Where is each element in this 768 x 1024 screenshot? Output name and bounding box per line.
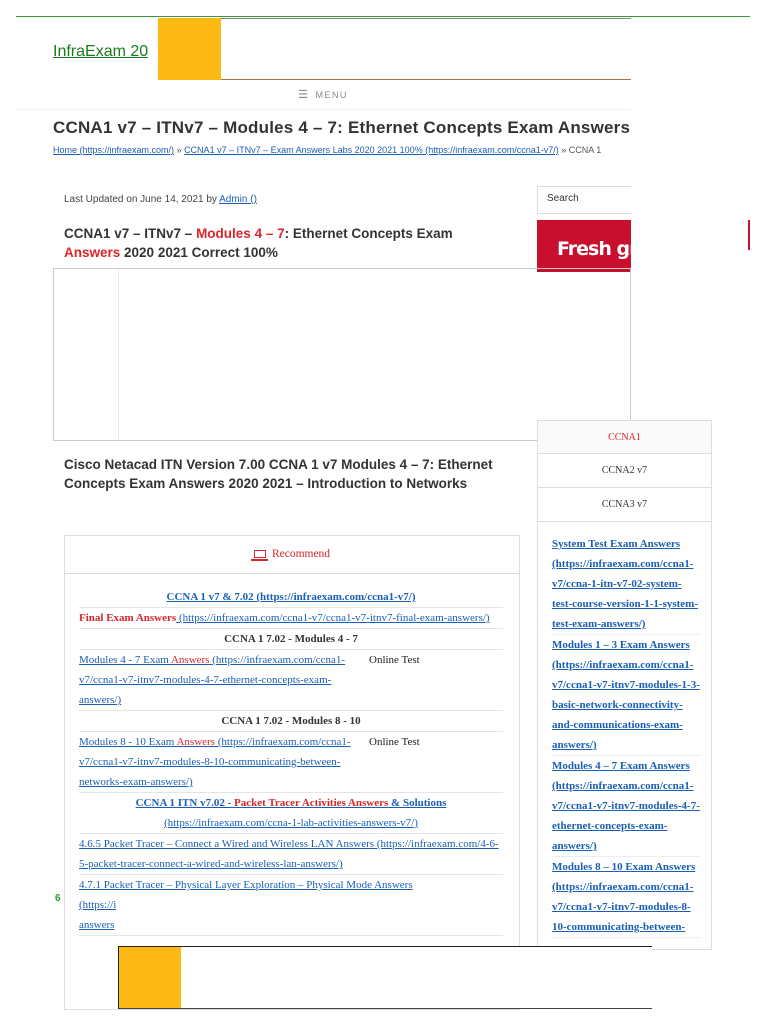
breadcrumb-home-link[interactable]: Home (https://infraexam.com/): [53, 145, 175, 155]
breadcrumb-parent-link[interactable]: CCNA1 v7 – ITNv7 – Exam Answers Labs 2020 2021 100% (https://infraexam.com/ccna1-v7/): [184, 145, 559, 155]
side-ad-edge: [748, 220, 750, 250]
sidebar-link[interactable]: Modules 4 – 7 Exam Answers (https://infraexam.com/ccna1-v7/ccna1-v7-itnv7-modules-4-7-ethernet-concepts-exam-answers/): [552, 756, 701, 857]
last-updated: [64, 194, 257, 205]
recommend-header: [65, 536, 519, 574]
table-row: [79, 587, 503, 608]
side-number: 6: [55, 893, 61, 904]
tab-ccna2[interactable]: CCNA2 v7: [537, 454, 712, 488]
packet-tracer-4-6-5-link[interactable]: 4.6.5 Packet Tracer – Connect a Wired and Wireless LAN Answers (https://infraexam.com/4-6-5-packet-tracer-connect-a-wired-and-wireless-lan-answers/): [79, 838, 499, 870]
table-section-header: CCNA 1 7.02 - Modules 8 - 10: [79, 711, 503, 732]
top-ad-frame[interactable]: [158, 18, 631, 80]
ccna1-v7-link[interactable]: CCNA 1 v7 & 7.02 (https://infraexam.com/ccna1-v7/): [166, 591, 416, 603]
table-row: [79, 834, 503, 875]
table-row: [79, 875, 503, 936]
search-input[interactable]: Search: [537, 186, 631, 214]
recommend-table: [79, 587, 503, 936]
table-row: [79, 732, 503, 793]
top-border-line: [16, 16, 750, 17]
breadcrumb-separator: »: [174, 145, 185, 155]
final-exam-label[interactable]: Final Exam Answers: [79, 612, 177, 624]
page-title: CCNA1 v7 – ITNv7 – Modules 4 – 7: Ethernet Concepts Exam Answers: [53, 118, 631, 137]
bottom-ad-frame[interactable]: [118, 946, 652, 1009]
site-title-link[interactable]: InfraExam 20: [53, 43, 149, 60]
table-row: [79, 650, 503, 711]
hamburger-icon: ☰: [298, 89, 310, 101]
breadcrumb-separator: »: [558, 145, 569, 155]
packet-tracer-4-7-1-link[interactable]: 4.7.1 Packet Tracer – Physical Layer Exploration – Physical Mode Answers: [79, 879, 413, 891]
heading-text: CCNA1 v7 – ITNv7 –: [64, 226, 197, 241]
table-row: [79, 793, 503, 834]
table-row: [79, 608, 503, 629]
breadcrumb: [53, 145, 631, 155]
modules-4-7-link[interactable]: Modules 4 - 7 Exam Answers (https://infraexam.com/ccna1-v7/ccna1-v7-itnv7-modules-4-7-ethernet-concepts-exam-answers/): [79, 654, 346, 706]
menu-label: MENU: [315, 90, 348, 100]
article-heading: [64, 224, 504, 262]
heading-highlight: Answers: [64, 245, 121, 260]
tab-ccna1[interactable]: CCNA1: [537, 420, 712, 454]
sidebar-link[interactable]: Modules 1 – 3 Exam Answers (https://infraexam.com/ccna1-v7/ccna1-v7-itnv7-modules-1-3-basic-network-connectivity-and-communications-exam-answers/): [552, 635, 701, 756]
sidebar-link[interactable]: Modules 8 – 10 Exam Answers (https://infraexam.com/ccna1-v7/ccna1-v7-itnv7-modules-8-10-communicating-between-: [552, 857, 701, 938]
packet-tracer-link[interactable]: CCNA 1 ITN v7.02 - Packet Tracer Activities Answers & Solutions: [135, 797, 447, 809]
heading-text: 2020 2021 Correct 100%: [120, 245, 278, 260]
sidebar-tabs: [537, 420, 712, 522]
modules-8-10-link[interactable]: Modules 8 - 10 Exam Answers (https://infraexam.com/ccna1-v7/ccna1-v7-itnv7-modules-8-10-communicating-between-networks-exam-answers/): [79, 736, 351, 788]
bottom-ad-image[interactable]: [119, 947, 181, 1008]
sidebar-link[interactable]: System Test Exam Answers (https://infraexam.com/ccna1-v7/ccna-1-itn-v7-02-system-test-course-version-1-1-system-test-exam-answers/): [552, 534, 701, 635]
link-tail[interactable]: answers: [79, 919, 115, 931]
online-test-label[interactable]: Online Test: [369, 736, 420, 748]
tab-ccna3[interactable]: CCNA3 v7: [537, 488, 712, 522]
top-ad-image[interactable]: [158, 18, 221, 80]
side-ad-banner[interactable]: Fresh grad: [537, 220, 631, 272]
author-link[interactable]: Admin (): [219, 194, 257, 205]
breadcrumb-current: CCNA 1: [568, 145, 602, 155]
heading-highlight: Modules 4 – 7: [196, 226, 285, 241]
article-subheading: Cisco Netacad ITN Version 7.00 CCNA 1 v7 Modules 4 – 7: Ethernet Concepts Exam Answers 2020 2021 – Introduction to Networks: [64, 457, 493, 491]
packet-tracer-url[interactable]: (https://infraexam.com/ccna-1-lab-activities-answers-v7/): [164, 817, 418, 829]
link-tail[interactable]: (https://i: [79, 899, 117, 911]
recommend-title: Recommend: [271, 548, 331, 560]
sidebar-link-list: [537, 520, 712, 950]
table-section-header: CCNA 1 7.02 - Modules 4 - 7: [79, 629, 503, 650]
embed-divider: [118, 269, 119, 440]
heading-text: : Ethernet Concepts Exam: [284, 226, 453, 241]
final-exam-link[interactable]: (https://infraexam.com/ccna1-v7/ccna1-v7-itnv7-final-exam-answers/): [176, 612, 490, 624]
online-test-label[interactable]: Online Test: [369, 654, 420, 666]
laptop-icon: [254, 550, 266, 558]
menu-toggle[interactable]: [16, 86, 630, 110]
embedded-ad-frame[interactable]: [53, 268, 631, 441]
updated-text: Last Updated on June 14, 2021 by: [64, 194, 220, 205]
